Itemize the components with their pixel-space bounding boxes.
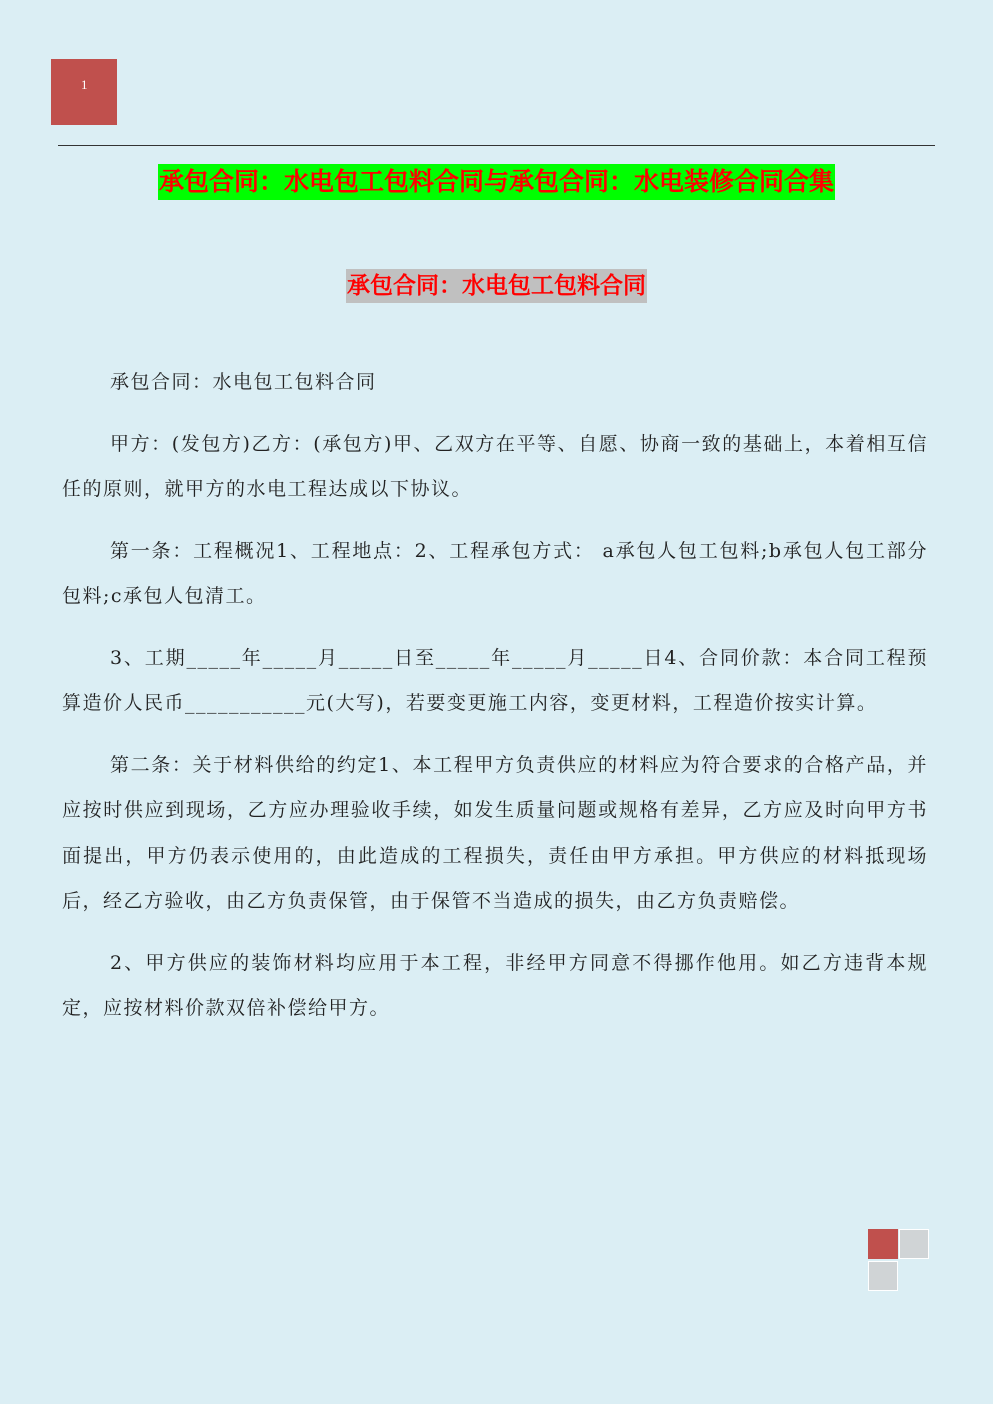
document-title	[0, 164, 993, 200]
decor-square-red	[868, 1229, 898, 1259]
decor-square-grey	[899, 1229, 929, 1259]
paragraph: 3、工期_____年_____月_____日至_____年_____月_____日4、合同价款：本合同工程预算造价人民币___________元(大写)，若要变更施工内容，变更材料，工程造价按实计算。	[62, 646, 928, 714]
page-number-badge	[51, 59, 117, 125]
section-title-text: 承包合同：水电包工包料合同	[346, 269, 647, 303]
document-body	[62, 360, 928, 1048]
paragraph: 承包合同：水电包工包料合同	[110, 371, 377, 393]
paragraph: 第一条：工程概况1、工程地点：2、工程承包方式： a承包人包工包料;b承包人包工部分包料;c承包人包清工。	[62, 539, 928, 607]
paragraph: 甲方：(发包方)乙方：(承包方)甲、乙双方在平等、自愿、协商一致的基础上，本着相互信任的原则，就甲方的水电工程达成以下协议。	[62, 432, 928, 500]
document-title-text: 承包合同：水电包工包料合同与承包合同：水电装修合同合集	[158, 164, 835, 200]
decor-square-grey	[868, 1261, 898, 1291]
page-number: 1	[81, 77, 88, 92]
paragraph: 2、甲方供应的装饰材料均应用于本工程，非经甲方同意不得挪作他用。如乙方违背本规定，应按材料价款双倍补偿给甲方。	[62, 951, 928, 1019]
section-title	[0, 269, 993, 303]
paragraph: 第二条：关于材料供给的约定1、本工程甲方负责供应的材料应为符合要求的合格产品，并应按时供应到现场，乙方应办理验收手续，如发生质量问题或规格有差异，乙方应及时向甲方书面提出，甲方仍表示使用的，由此造成的工程损失，责任由甲方承担。甲方供应的材料抵现场后，经乙方验收，由乙方负责保管，由于保管不当造成的损失，由乙方负责赔偿。	[62, 753, 928, 912]
header-divider	[58, 145, 935, 146]
